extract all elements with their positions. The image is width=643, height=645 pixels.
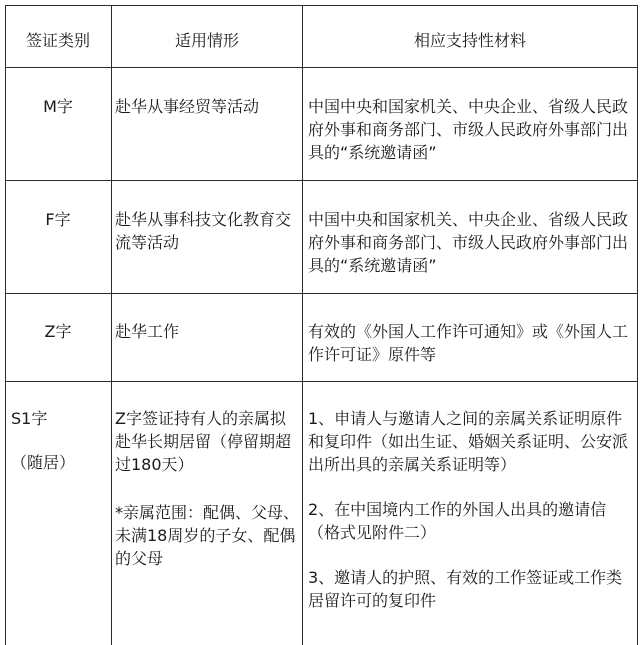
visa-type-s1: S1字 bbox=[11, 409, 48, 428]
materials-s1 bbox=[308, 407, 632, 612]
header-situation: 适用情形 bbox=[174, 31, 239, 50]
visa-type-z: Z字 bbox=[44, 322, 72, 341]
visa-type-f: F字 bbox=[45, 210, 71, 229]
situation-s1-note: *亲属范围：配偶、父母、未满18周岁的子女、配偶的父母 bbox=[115, 503, 300, 568]
situation-z: 赴华工作 bbox=[115, 322, 180, 341]
visa-table bbox=[5, 5, 638, 645]
column-divider bbox=[111, 5, 112, 645]
materials-f: 中国中央和国家机关、中央企业、省级人民政府外事和商务部门、市级人民政府外事部门出具的“系统邀请函” bbox=[308, 210, 629, 275]
table-border-top bbox=[5, 5, 638, 6]
materials-s1-item: 2、在中国境内工作的外国人出具的邀请信（格式见附件二） bbox=[308, 500, 607, 542]
materials-m: 中国中央和国家机关、中央企业、省级人民政府外事和商务部门、市级人民政府外事部门出具的“系统邀请函” bbox=[308, 97, 629, 162]
column-divider bbox=[302, 5, 303, 645]
situation-f: 赴华从事科技文化教育交流等活动 bbox=[115, 210, 292, 252]
row-divider bbox=[5, 67, 638, 68]
visa-type-m: M字 bbox=[43, 97, 73, 116]
row-divider bbox=[5, 293, 638, 294]
table-border-right bbox=[637, 5, 638, 645]
materials-s1-item: 1、申请人与邀请人之间的亲属关系证明原件和复印件（如出生证、婚姻关系证明、公安派出所出具的亲属关系证明等） bbox=[308, 409, 629, 474]
situation-m: 赴华从事经贸等活动 bbox=[115, 97, 260, 116]
row-divider bbox=[5, 180, 638, 181]
situation-s1: Z字签证持有人的亲属拟赴华长期居留（停留期超过180天） bbox=[115, 409, 292, 474]
materials-s1-item: 3、邀请人的护照、有效的工作签证或工作类居留许可的复印件 bbox=[308, 568, 623, 610]
visa-type-s1-note: （随居） bbox=[11, 453, 76, 472]
header-visa-type: 签证类别 bbox=[25, 31, 90, 50]
row-divider bbox=[5, 381, 638, 382]
header-materials: 相应支持性材料 bbox=[413, 31, 526, 50]
materials-z: 有效的《外国人工作许可通知》或《外国人工作许可证》原件等 bbox=[308, 322, 629, 364]
